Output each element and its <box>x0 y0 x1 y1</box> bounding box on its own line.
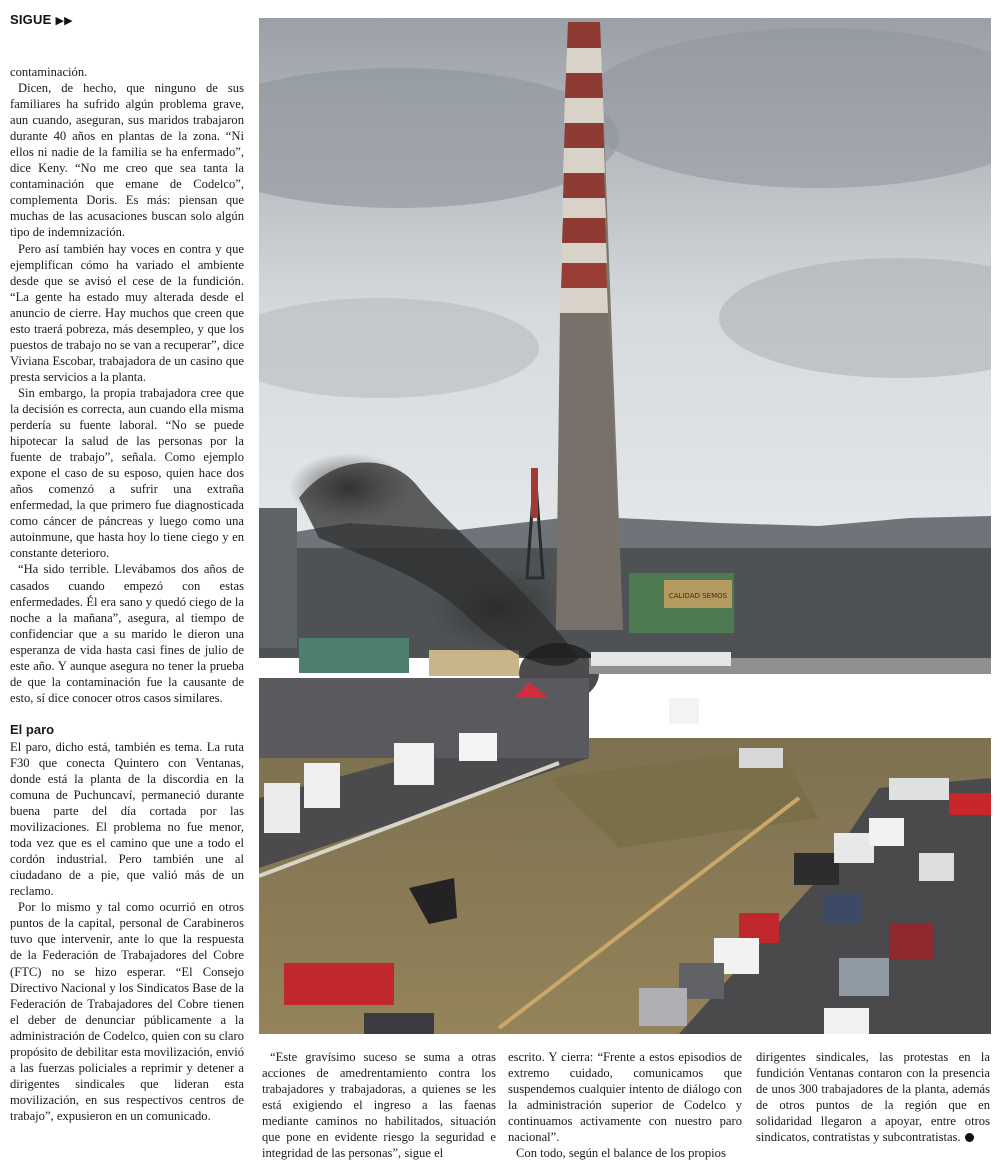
article-column-bottom-1 <box>262 1049 496 1165</box>
paragraph: escrito. Y cierra: “Frente a estos episodios de extremo cuidado, comunicamos que suspendemos cualquier intento de diálogo con la administración superior de Codelco y continuamos activamente con nuestro paro nacional”. <box>508 1050 742 1145</box>
paragraph <box>756 1049 990 1145</box>
smoke-puff <box>289 453 409 523</box>
sign-text: CALIDAD SEMOS <box>668 592 728 600</box>
article-column-bottom-2 <box>508 1049 742 1165</box>
paragraph: “Ha sido terrible. Llevábamos dos años de casados cuando empezó con estas enfermedades. Él era sano y quedó ciego de la noche a la mañana”, asegura, al tiempo de confidenciar que a su marido le dieron una esperanza de vida hasta casi fines de julio de este año. Y aunque asegura no tener la prueba de que la contaminación fue la causante de esto, sí dice conocer otros casos similares. <box>10 562 244 705</box>
article-column-bottom-3 <box>756 1049 990 1165</box>
car <box>824 1008 869 1034</box>
small-chimney <box>531 468 538 518</box>
car <box>889 923 934 959</box>
sigue-text: SIGUE <box>10 12 52 27</box>
paragraph: Sin embargo, la propia trabajadora cree que la decisión es correcta, aun cuando ella misma perdería su fuente laboral. “No se puede hipotecar la salud de las personas por la fuente de trabajo”, señala. Como ejemplo expone el caso de su esposo, quien hace dos años comenzó a sufrir una extraña enfermedad, la que primero fue diagnosticada como cáncer de páncreas y luego como una autoinmune, que hasta hoy lo tiene ciego y en constante deterioro. <box>10 385 244 561</box>
paragraph: El paro, dicho está, también es tema. La ruta F30 que conecta Quintero con Ventanas, donde está la planta de la discordia en la comuna de Puchuncaví, permaneció durante buena parte del día cortada por las movilizaciones. El problema no fue menor, toda vez que es el camino que une a todo el cordón industrial. Pero también une al ciudadano de a pie, que valió más de un reclamo. <box>10 739 244 899</box>
protest-banner <box>591 652 731 666</box>
building <box>259 508 297 648</box>
car <box>889 778 949 800</box>
paragraph: contaminación. <box>10 65 88 79</box>
arrow-right-icon: ▶▶ <box>55 15 73 27</box>
paragraph: Con todo, según el balance de los propios <box>516 1146 726 1161</box>
smoke-puff <box>429 563 569 653</box>
car <box>949 793 991 815</box>
paragraph-text: dirigentes sindicales, las protestas en la fundición Ventanas contaron con la presencia de unos 300 trabajadores de la planta, además de otros puntos de la región que en solidaridad llegaron a apoyar, entre otros sindicatos, contratistas y subcontratistas. <box>756 1050 990 1145</box>
car <box>834 833 874 863</box>
car <box>869 818 904 846</box>
subheading-el-paro: El paro <box>10 721 55 737</box>
paragraph: “Este gravísimo suceso se suma a otras acciones de amedrentamiento contra los trabajadores y trabajadoras, a quienes se les está exigiendo el ingreso a las faenas mediante caminos no habilitados, situación que pone en evidente riesgo la seguridad e integridad de las personas”, sigue el <box>262 1050 496 1161</box>
end-of-article-icon <box>965 1133 974 1142</box>
sigue-label <box>10 12 73 27</box>
building <box>429 650 519 676</box>
car <box>919 853 954 881</box>
car <box>839 958 889 996</box>
truck <box>459 733 497 761</box>
truck <box>304 763 340 808</box>
paragraph: Pero así también hay voces en contra y que ejemplifican cómo ha variado el ambiente desde que se avisó el cese de la fundición. “La gente ha estado muy alterada desde el anuncio de cierre. Hay muchos que creen que esto traerá pobreza, más desempleo, y que los puestos de trabajo no se van a recuperar”, dice Viviana Escobar, trabajadora de un casino que presta servicios a la planta. <box>10 241 244 384</box>
car <box>364 1013 434 1034</box>
truck <box>264 783 300 833</box>
paragraph: Por lo mismo y tal como ocurrió en otros puntos de la capital, personal de Carabineros tuvo que intervenir, ante lo que la respuesta de la Federación de Trabajadores del Cobre (FTC) no se hizo esperar. “El Consejo Directivo Nacional y los Sindicatos Base de la Federación de Trabajadores del Cobre tienen el deber de denunciar públicamente a la administración de Codelco, quien con su claro propósito de debilitar esta movilización, envió a las fuerzas policiales a reprimir y detener a dirigentes sindicales que lideran esta movilización, en sus respectivos centros de trabajo”, expusieron en un comunicado. <box>10 900 244 1123</box>
car <box>824 893 862 923</box>
paragraph: Dicen, de hecho, que ninguno de sus familiares ha sufrido algún problema grave, aun cuando, aseguran, sus maridos trabajaron durante 40 años en plantas de la zona. “Ni ellos ni nadie de la familia se ha enfermado”, dice Keny. “No me creo que sea tanta la contaminación que emane de Codelco”, complementa Doris. Es más: piensan que muchas de las acusaciones buscan solo algún tipo de indemnización. <box>10 81 244 240</box>
article-column-left <box>10 64 244 1164</box>
building <box>299 638 409 673</box>
car <box>639 988 687 1026</box>
car <box>739 748 783 768</box>
car <box>794 853 839 885</box>
smelter-protest-photo <box>259 18 991 1034</box>
car <box>284 963 394 1005</box>
truck <box>669 698 699 724</box>
truck <box>394 743 434 785</box>
